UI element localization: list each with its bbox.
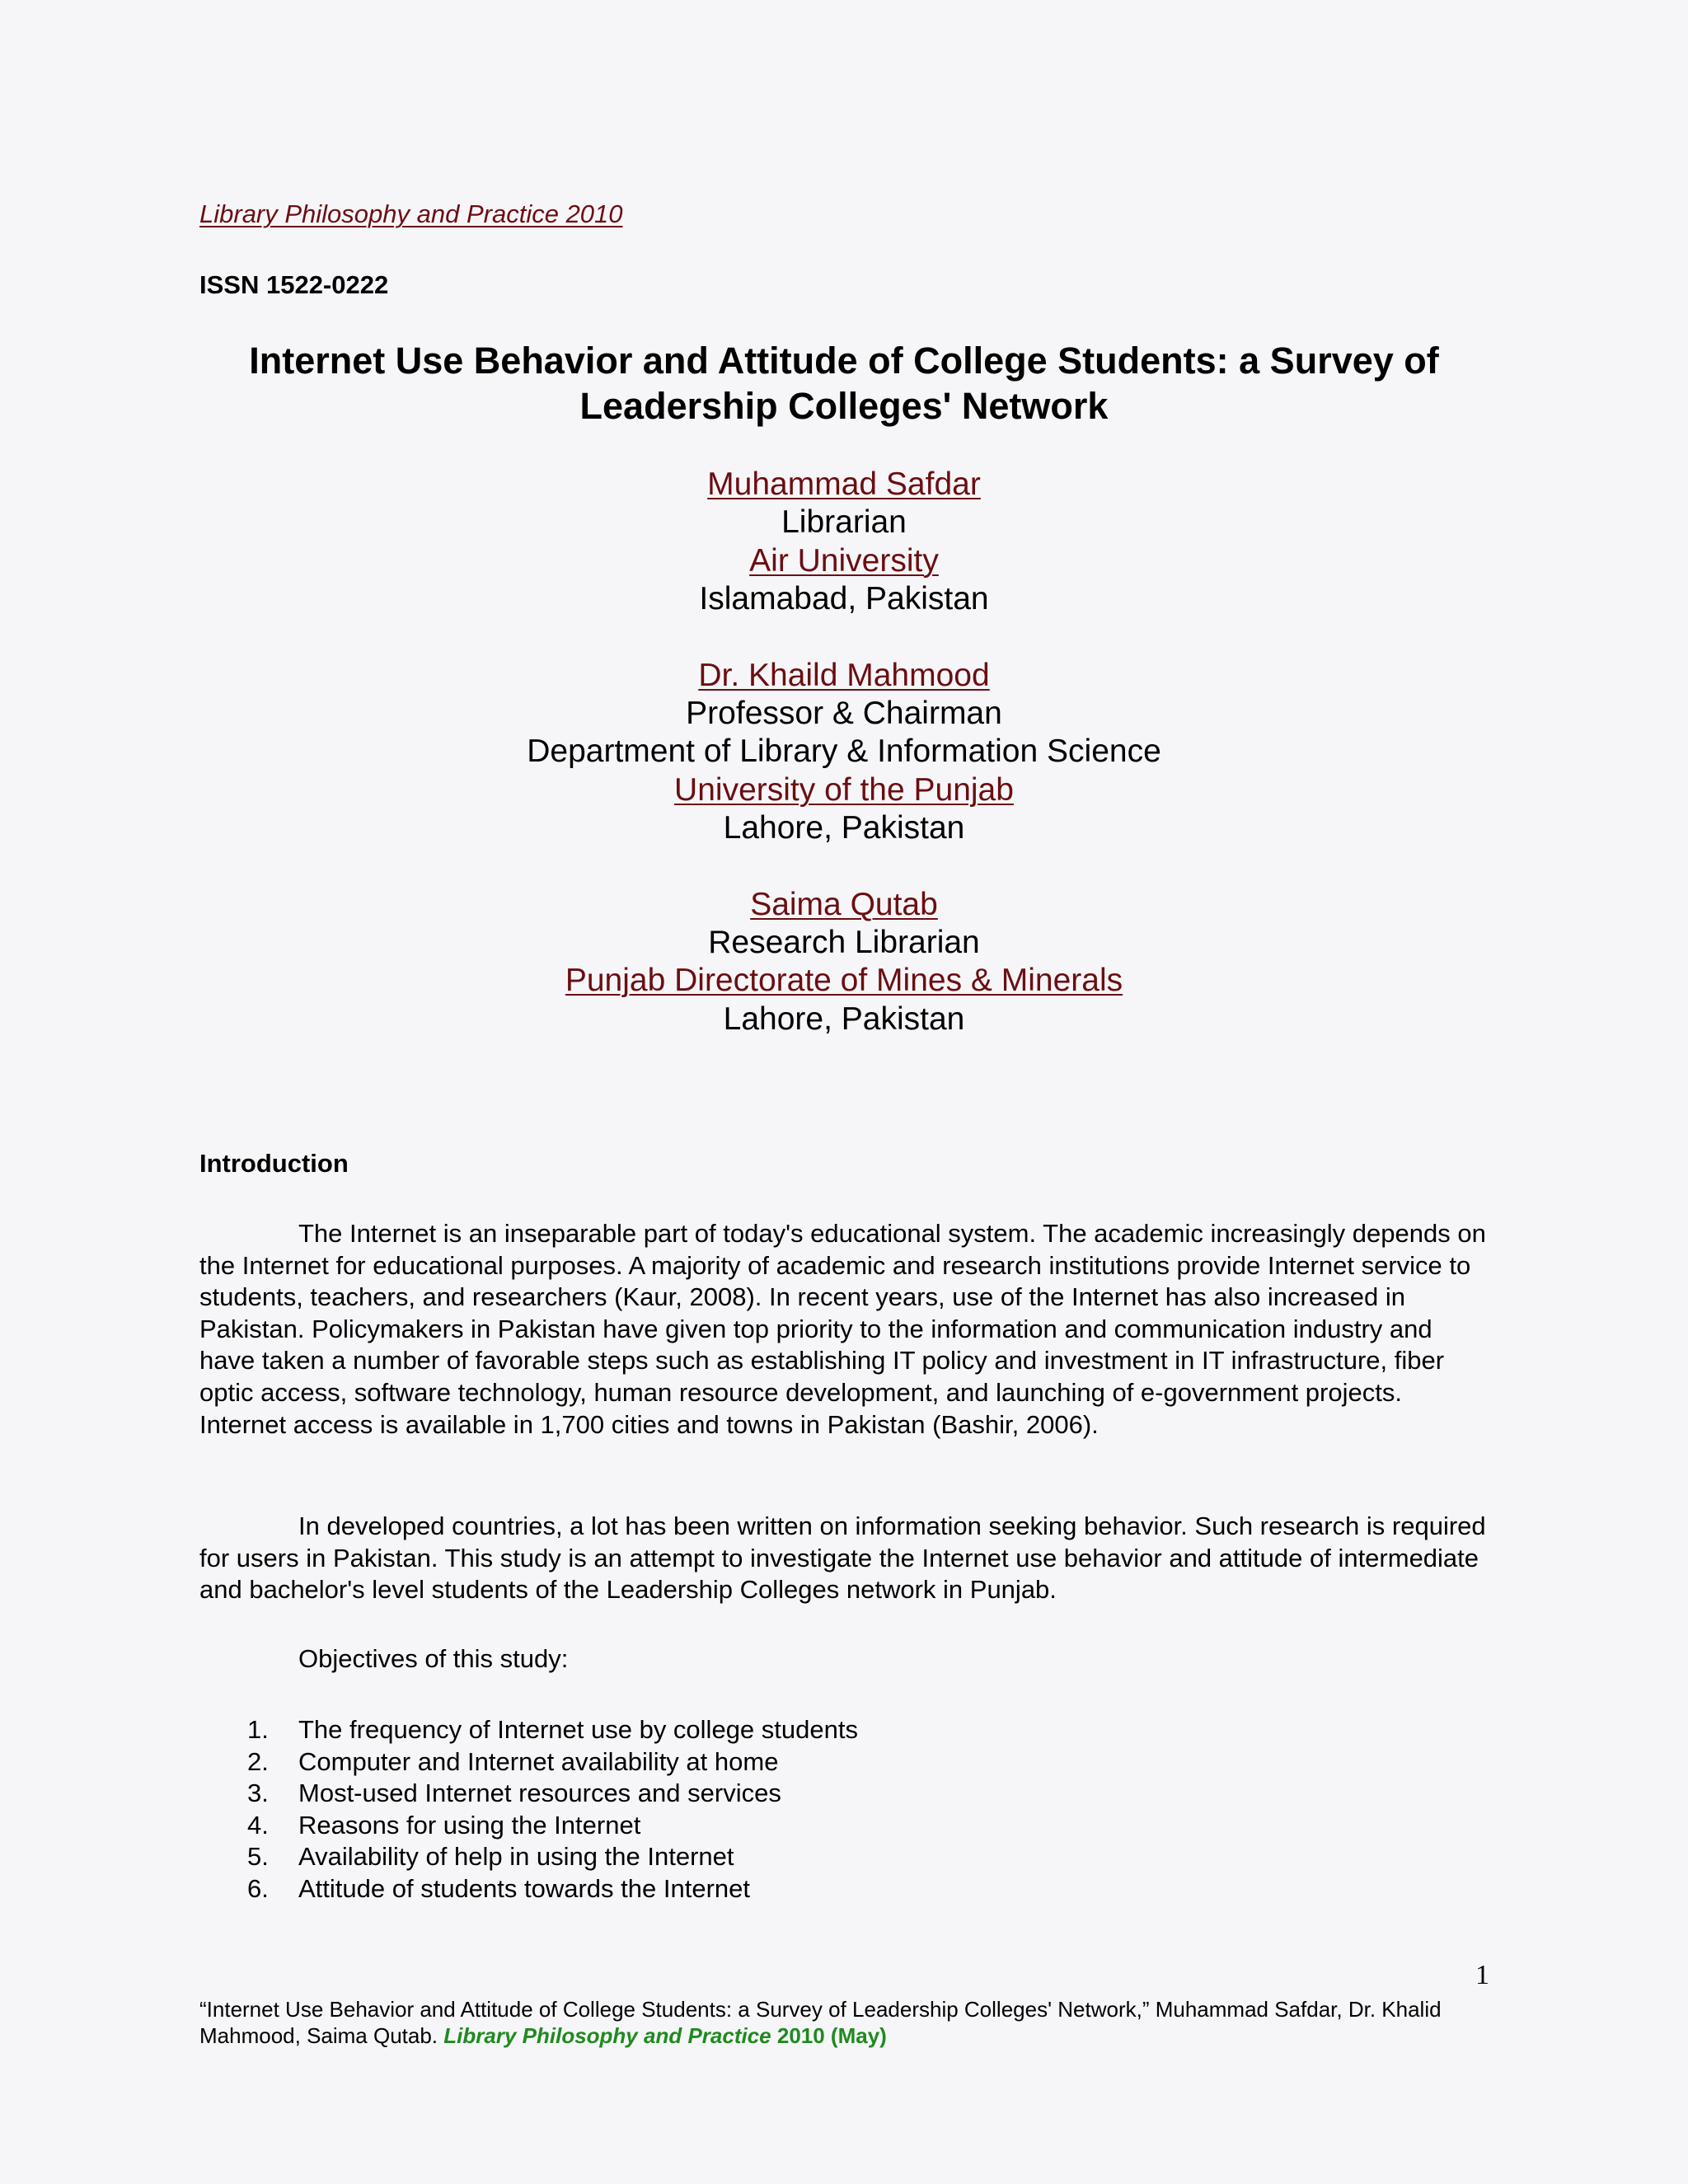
objectives-label: Objectives of this study: <box>298 1644 569 1673</box>
list-item <box>199 1873 858 1905</box>
author-block <box>199 657 1489 848</box>
author-role: Librarian <box>781 504 907 541</box>
author-block <box>199 886 1489 1039</box>
institution-link[interactable]: University of the Punjab <box>674 771 1014 808</box>
journal-link[interactable]: Library Philosophy and Practice 2010 <box>199 199 623 228</box>
footer-journal-title: Library Philosophy and Practice <box>443 2023 771 2048</box>
list-item-text: Availability of help in using the Internet <box>298 1842 734 1872</box>
footer-citation <box>199 1996 1502 2049</box>
author-role: Professor & Chairman <box>686 696 1002 732</box>
footer-journal-year: 2010 (May) <box>776 2023 887 2048</box>
page-number: 1 <box>1475 1960 1489 1990</box>
list-item-number: 5. <box>247 1842 269 1872</box>
list-item-number: 4. <box>247 1810 269 1840</box>
issn: ISSN 1522-0222 <box>199 270 389 299</box>
author-list <box>199 466 1489 1076</box>
list-item <box>199 1746 858 1779</box>
title-line-2: Leadership Colleges' Network <box>579 385 1109 427</box>
list-item-text: Reasons for using the Internet <box>298 1810 641 1840</box>
intro-paragraph-1: The Internet is an inseparable part of today's educational system. The academic increasingly depends on the Internet for educational purposes. A majority of academic and research institutions provide Internet service to students, teachers, and researchers (Kaur, 2008). In recent years, use of the Internet has also increased in Pakistan. Policymakers in Pakistan have given top priority to the information and communication industry and have taken a number of favorable steps such as establishing IT policy and investment in IT infrastructure, fiber optic access, software technology, human resource development, and launching of e-government projects. Internet access is available in 1,700 cities and towns in Pakistan (Bashir, 2006). <box>199 1219 1486 1439</box>
list-item-text: Most-used Internet resources and services <box>298 1779 781 1808</box>
list-item <box>199 1810 858 1842</box>
institution-link[interactable]: Punjab Directorate of Mines & Minerals <box>565 963 1123 999</box>
footer-journal-name <box>443 2023 887 2048</box>
objectives-list <box>199 1714 858 1905</box>
author-location: Lahore, Pakistan <box>723 810 965 846</box>
list-item-number: 2. <box>247 1746 269 1776</box>
paper-title <box>199 338 1489 429</box>
list-item-text: Attitude of students towards the Internet <box>298 1873 750 1903</box>
list-item-number: 6. <box>247 1873 269 1903</box>
author-name-link[interactable]: Muhammad Safdar <box>707 466 981 502</box>
title-line-1: Internet Use Behavior and Attitude of College Students: a Survey of <box>249 340 1439 382</box>
list-item <box>199 1778 858 1810</box>
author-department: Department of Library & Information Science <box>527 733 1161 770</box>
list-item <box>199 1714 858 1746</box>
list-item-text: Computer and Internet availability at home <box>298 1746 779 1776</box>
list-item <box>199 1841 858 1873</box>
author-location: Lahore, Pakistan <box>723 1001 965 1037</box>
institution-link[interactable]: Air University <box>749 542 939 579</box>
list-item-number: 3. <box>247 1779 269 1808</box>
list-item-number: 1. <box>247 1715 269 1744</box>
author-name-link[interactable]: Saima Qutab <box>750 886 938 922</box>
author-name-link[interactable]: Dr. Khaild Mahmood <box>698 657 990 693</box>
list-item-text: The frequency of Internet use by college students <box>298 1715 858 1744</box>
footer-citation-text: “Internet Use Behavior and Attitude of College Students: a Survey of Leadership Colleges' Network,” Muhammad Safdar, Dr. Khalid Mahmood, Saima Qutab. <box>199 1997 1442 2048</box>
section-heading-introduction: Introduction <box>199 1149 349 1178</box>
author-location: Islamabad, Pakistan <box>699 581 989 617</box>
author-role: Research Librarian <box>708 925 980 961</box>
intro-paragraph-2: In developed countries, a lot has been written on information seeking behavior. Such research is required for users in Pakistan. This study is an attempt to investigate the Internet use behavior and attitude of intermediate and bachelor's level students of the Leadership Colleges network in Punjab. <box>199 1511 1486 1605</box>
author-block <box>199 466 1489 619</box>
